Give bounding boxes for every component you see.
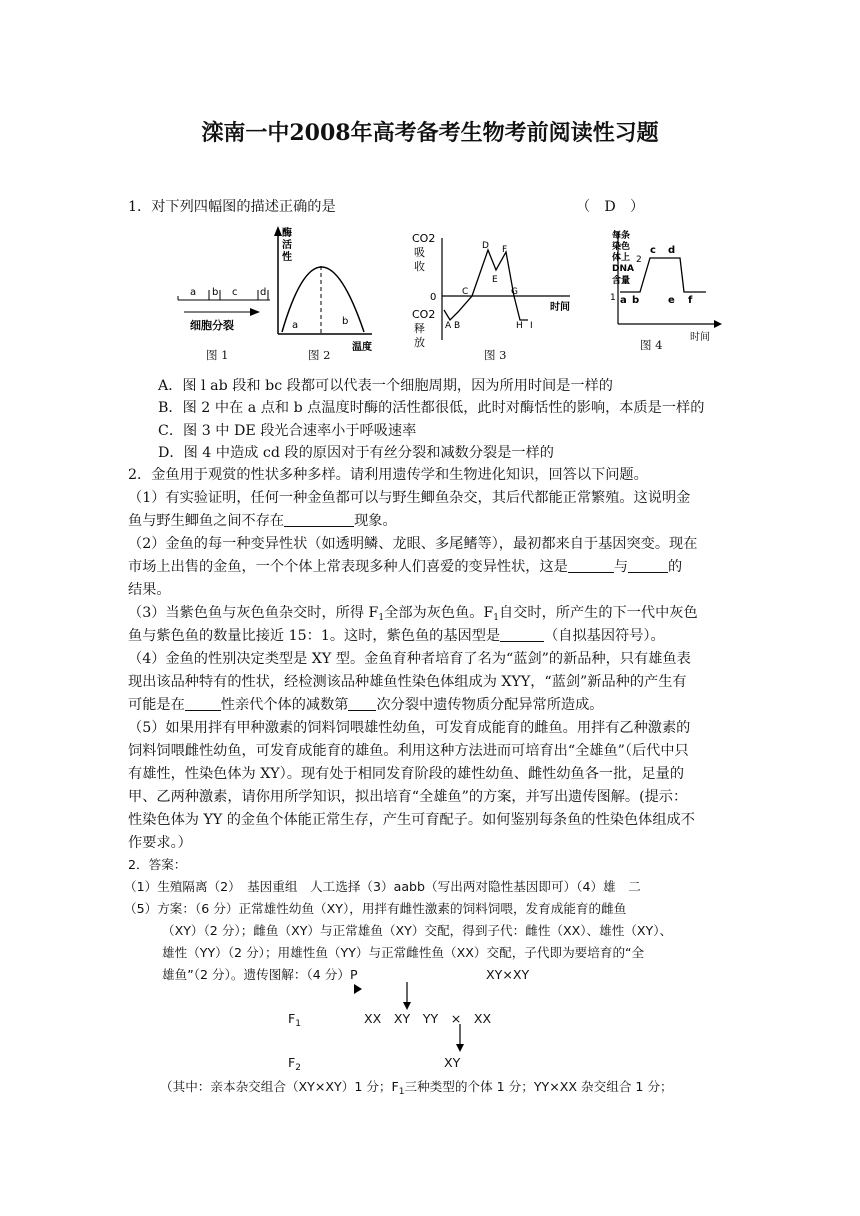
fig3-ylabel-bottom-3: 放 <box>414 336 425 349</box>
q1-option-c: C．图 3 中 DE 段光合速率小于呼吸速率 <box>158 423 417 439</box>
fig4-xlabel: 时间 <box>690 332 710 343</box>
fig3-point-C: C <box>462 287 469 297</box>
fig2-ylabel-2: 活 <box>282 240 292 251</box>
q1-option-b: B．图 2 中在 a 点和 b 点温度时酶的活性都很低，此时对酶恬性的影响，本质是一样的 <box>158 400 705 416</box>
fig3-point-H: H <box>516 321 523 331</box>
fig3-ylabel-bottom: CO2 <box>412 308 436 321</box>
q2-p4-text-1: 可能是在 <box>128 697 185 713</box>
fig4-ylabel-2: 染色 <box>612 242 631 252</box>
q2-p5-line1: （5）如果用拌有甲种激素的饲料饲喂雄性幼鱼，可发育成能育的雌鱼。用拌有乙种激素的 <box>128 720 691 736</box>
fig1-label-c: c <box>232 287 238 298</box>
q2-p2-and: 与 <box>613 559 629 575</box>
fig3-point-D: D <box>482 241 489 251</box>
f1-label-text: F <box>288 1011 296 1026</box>
q2-p3-sub-1: 1 <box>378 613 385 623</box>
q2-blank-1[interactable] <box>284 512 354 527</box>
fig3-point-G: G <box>511 287 518 297</box>
q2-p3-sub-2: 1 <box>493 613 500 623</box>
answer-line-2: （5）方案：（6 分）正常雄性幼鱼（XY），用拌有雌性激素的饲料饲喂，发育成能育的雌鱼 <box>124 901 627 916</box>
q2-p2-line3: 结果。 <box>128 582 171 598</box>
q2-p4-line1: （4）金鱼的性别决定类型是 XY 型。金鱼育种者培育了名为“蓝剑”的新品种，只有雄鱼表 <box>128 651 691 667</box>
fig3-point-E: E <box>492 275 498 285</box>
fig1-arrow-head <box>250 308 260 316</box>
f1-label-sub: 1 <box>295 1019 301 1029</box>
answer-note <box>160 1076 673 1103</box>
q2-p1-text-end: 现象。 <box>354 513 397 529</box>
answer-heading: 2．答案： <box>128 857 187 872</box>
q2-p1-text: 鱼与野生鲫鱼之间不存在 <box>128 513 285 529</box>
fig3-zero: 0 <box>430 292 437 303</box>
figure-3-co2-exchange <box>410 230 578 354</box>
fig3-point-B: B <box>454 321 461 331</box>
fig2-point-b: b <box>342 316 349 327</box>
q2-blank-5[interactable] <box>185 696 221 711</box>
fig4-point-e: e <box>668 295 675 306</box>
q2-blank-2[interactable] <box>568 558 614 573</box>
f1-label <box>288 1008 301 1035</box>
answer-note-text-2: 三种类型的个体 1 分；YY×XX 杂交组合 1 分； <box>404 1079 673 1094</box>
figure-2-enzyme-activity <box>268 226 380 354</box>
f2-label-text: F <box>288 1055 296 1070</box>
q2-stem: 2．金鱼用于观赏的性状多种多样。请利用遗传学和生物进化知识，回答以下问题。 <box>128 467 648 483</box>
page-title: 滦南一中2008年高考备考生物考前阅读性习题 <box>201 120 659 146</box>
fig1-label-d: d <box>260 287 267 298</box>
fig2-ylabel-1: 酶 <box>282 228 292 239</box>
fig2-point-a: a <box>292 320 299 331</box>
q2-p4-text-2: 性亲代个体的减数第 <box>220 697 349 713</box>
fig4-ylabel-1: 每条 <box>612 231 631 241</box>
q2-p2-de: 的 <box>668 559 683 575</box>
q2-p1-line2 <box>128 510 397 532</box>
fig4-tick-1: 1 <box>610 293 616 303</box>
fig3-xlabel: 时间 <box>550 302 570 313</box>
q2-p5-line2: 饲料饲喂雌性幼鱼，可发育成能育的雄鱼。利用这种方法进而可培育出“全雄鱼”（后代中只 <box>128 743 689 759</box>
answer-line-1: （1）生殖隔离（2） 基因重组 人工选择（3）aabb（写出两对隐性基因即可）（4）雄 二 <box>124 879 641 894</box>
fig3-ylabel-top-3: 收 <box>414 260 425 273</box>
q2-p3-text-2: 全部为灰色鱼。F <box>384 605 494 621</box>
q2-p3-text-3: 自交时，所产生的下一代中灰色 <box>499 605 698 621</box>
fig4-caption: 图 4 <box>640 338 663 352</box>
fig2-y-arrow <box>274 226 282 236</box>
q2-p5-line4: 甲、乙两种激素，请你用所学知识，拟出培育“全雄鱼”的方案，并写出遗传图解。(提示： <box>128 789 688 805</box>
q2-p5-line6: 作要求。） <box>128 835 192 851</box>
fig4-ylabel-4: DNA <box>612 264 634 274</box>
fig2-xlabel: 温度 <box>352 342 372 353</box>
f1-row: XX XY YY × XX <box>364 1011 492 1026</box>
fig2-caption: 图 2 <box>308 348 331 362</box>
q2-p3-text-1: （3）当紫色鱼与灰色鱼杂交时，所得 F <box>128 605 379 621</box>
fig3-point-F: F <box>502 245 508 255</box>
q2-p2-line1: （2）金鱼的每一种变异性状（如透明鳞、龙眼、多尾鳍等），最初都来自于基因突变。现在 <box>128 536 698 552</box>
figure-4-dna-content <box>610 228 722 352</box>
q2-p3-text-4: 鱼与紫色鱼的数量比接近 15：1。这时，紫色鱼的基因型是 <box>128 628 501 644</box>
fig1-caption: 图 1 <box>206 348 229 362</box>
q2-p2-text: 市场上出售的金鱼，一个个体上常表现多种人们喜爱的变异性状，这是 <box>128 559 568 575</box>
fig3-ylabel-top: CO2 <box>412 232 436 245</box>
fig4-x-arrow <box>714 320 722 328</box>
answer-line-5: 雄鱼”（2 分）。遗传图解：（4 分）P <box>162 967 358 982</box>
fig4-point-d: d <box>668 245 676 256</box>
q2-blank-4[interactable] <box>500 627 544 642</box>
q2-p1-line1: （1）有实验证明，任何一种金鱼都可以与野生鲫鱼杂交，其后代都能正常繁殖。这说明金 <box>128 490 691 506</box>
fig3-point-A: A <box>445 321 452 331</box>
fig3-curve <box>444 250 528 320</box>
answer-note-sub: 1 <box>398 1087 405 1097</box>
answer-note-text-1: （其中：亲本杂交组合（XY×XY）1 分；F <box>160 1079 399 1094</box>
q2-p4-line2: 现出该品种特有的性状，经检测该品种雄鱼性染色体组成为 XYY，“蓝剑”新品种的产生有 <box>128 674 687 690</box>
answer-line-4: 雄性（YY）（2 分）；用雄性鱼（YY）与正常雌性鱼（XX）交配，子代即为要培育的“全 <box>162 945 645 960</box>
q1-option-a: A．图 l ab 段和 bc 段都可以代表一个细胞周期，因为所用时间是一样的 <box>158 378 613 394</box>
fig3-ylabel-bottom-2: 释 <box>414 322 425 335</box>
fig4-point-b: b <box>632 295 640 306</box>
q2-p4-line3 <box>128 694 603 716</box>
q2-p5-line3: 有雄性，性染色体为 XY）。现有处于相同发育阶段的雄性幼鱼、雌性幼鱼各一批，足量的 <box>128 766 685 782</box>
fig4-point-c: c <box>650 245 656 256</box>
f2-label-sub: 2 <box>295 1063 301 1073</box>
fig4-ylabel-3: 体上 <box>612 253 631 263</box>
q2-p5-line5: 性染色体为 YY 的金鱼个体能正常生存，产生可育配子。如何鉴别每条鱼的性染色体组成不 <box>128 812 695 828</box>
fig1-label-a: a <box>190 287 197 298</box>
fig3-caption: 图 3 <box>484 348 507 362</box>
q2-blank-6[interactable] <box>348 696 376 711</box>
fig4-ylabel-5: 含量 <box>612 276 631 286</box>
fig4-tick-2: 2 <box>636 255 642 265</box>
q2-p3-text-5: （自拟基因符号）。 <box>544 628 665 644</box>
fig1-axis-label: 细胞分裂 <box>190 319 234 332</box>
f2-row: XY <box>444 1055 461 1070</box>
cross-parents: XY×XY <box>486 967 530 982</box>
q2-p3-line2 <box>128 625 665 647</box>
arrow-f1-to-f2-head <box>456 1044 464 1052</box>
figure-1-labels <box>174 282 274 332</box>
diagram-marker-icon <box>354 984 362 994</box>
fig1-label-b: b <box>212 287 219 298</box>
f2-label <box>288 1052 301 1079</box>
fig4-point-f: f <box>688 295 693 306</box>
fig3-point-I: I <box>530 321 533 331</box>
q1-stem: 1．对下列四幅图的描述正确的是 <box>128 199 336 215</box>
q1-option-d: D．图 4 中造成 cd 段的原因对于有丝分裂和减数分裂是一样的 <box>158 445 554 461</box>
q1-answer: （ D ） <box>576 199 645 215</box>
fig4-point-a: a <box>620 295 627 306</box>
q2-p2-line2 <box>128 556 682 578</box>
fig3-ylabel-top-2: 吸 <box>414 246 425 259</box>
fig2-ylabel-3: 性 <box>282 252 292 263</box>
q2-blank-3[interactable] <box>628 558 668 573</box>
answer-line-3: （XY）（2 分）；雌鱼（XY）与正常雄鱼（XY）交配，得到子代：雌性（XX）、雄性（XY）、 <box>162 923 673 938</box>
q2-p4-text-3: 次分裂中遗传物质分配异常所造成。 <box>376 697 604 713</box>
